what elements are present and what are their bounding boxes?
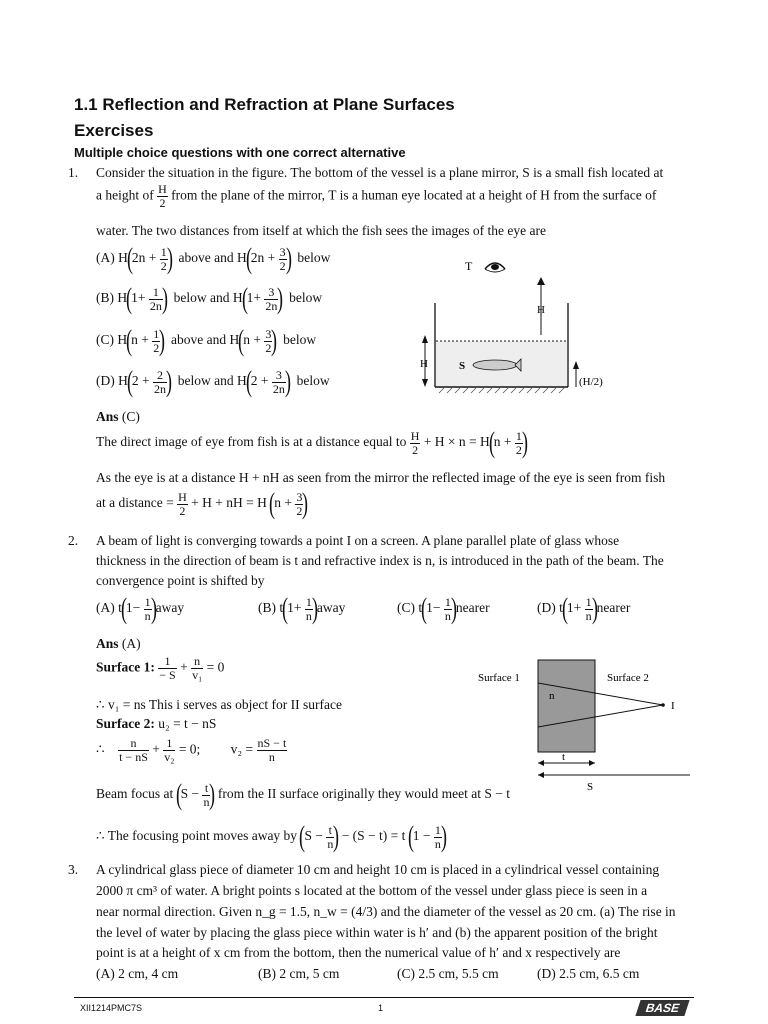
page-number: 1 <box>378 1003 384 1013</box>
q2-line1: A beam of light is converging towards a point I on a screen. A plane parallel plate of glass whose <box>96 533 620 548</box>
q2-option-b: (B) t(1+ $\frac{1}{n}$ )away <box>258 592 346 625</box>
label-I: I <box>671 700 675 712</box>
q2-figure <box>470 655 690 795</box>
label-H-left: H <box>420 358 428 370</box>
q1-option-c: (C) H(n + $\frac{1}{2}$ ) above and H(n + $\frac{3}{2}$ ) below <box>96 324 317 357</box>
page-subtitle: Exercises <box>74 121 154 140</box>
q2-surface2: Surface 2: u₂ = t − nS <box>96 716 217 731</box>
q1-answer: Ans (C) <box>96 409 140 424</box>
q2-moves: ∴ The focusing point moves away by (S − $\frac{t}{n}$ ) − (S − t) = t (1 − $\frac{1}{n}$ ) <box>96 820 447 853</box>
q2-focus: Beam focus at (S − $\frac{t}{n}$ ) from the II surface originally they would meet at S − t <box>96 778 511 811</box>
label-surface2: Surface 2 <box>607 672 649 684</box>
label-H-top: H <box>537 304 545 316</box>
page-title: 1.1 Reflection and Refraction at Plane Surfaces <box>74 95 455 114</box>
q2-number: 2. <box>68 533 79 548</box>
q1-solution-2: As the eye is at a distance H + nH as seen from the mirror the reflected image of the eye is seen from fish <box>96 470 666 485</box>
q3-line5: point is at a height of x cm from the bottom, then the numerical value of h′ and x respectively are <box>96 945 621 960</box>
q1-option-b: (B) H(1+ $\frac{1}{2n}$ ) below and H(1+ $\frac{3}{2n}$ ) below <box>96 282 323 315</box>
q3-option-c: (C) 2.5 cm, 5.5 cm <box>397 966 499 981</box>
label-t: t <box>562 751 566 763</box>
q2-answer: Ans (A) <box>96 636 141 651</box>
q2-line3: convergence point is shifted by <box>96 573 265 588</box>
q2-line2: thickness in the direction of beam is t and refractive index is n, is introduced in the path of the beam. The <box>96 553 664 568</box>
q3-line3: near normal direction. Given n_g = 1.5, n_w = (4/3) and the diameter of the vessel as 20 cm. (a) The rise in <box>96 904 676 919</box>
footer-code: XII1214PMC7S <box>80 1003 143 1013</box>
q1-option-a: (A) H(2n + $\frac{1}{2}$ ) above and H(2n + $\frac{3}{2}$ ) below <box>96 242 331 275</box>
section-heading: Multiple choice questions with one correct alternative <box>74 145 406 160</box>
q2-option-c: (C) t(1− $\frac{1}{n}$ )nearer <box>397 592 490 625</box>
q2-surface2-eq: ∴ $\frac{n}{t - nS}$ + $\frac{1}{\text{v₂}}$ = 0; v₂ = $\frac{nS - t}{n}$ <box>96 736 287 764</box>
q3-option-a: (A) 2 cm, 4 cm <box>96 966 179 981</box>
label-S: S <box>459 360 466 372</box>
q1-line3: water. The two distances from itself at which the fish sees the images of the eye are <box>96 223 546 238</box>
footer-rule <box>74 997 694 998</box>
q1-option-d: (D) H(2 + $\frac{2}{2n}$ ) below and H(2 + $\frac{3}{2n}$ ) below <box>96 365 330 398</box>
q3-line2: 2000 π cm³ of water. A bright points s located at the bottom of the vessel under glass piece is seen in a <box>96 883 648 898</box>
q3-line4: the level of water by placing the glass piece within water is h′ and (b) the apparent position of the bright <box>96 925 658 940</box>
q1-solution-3: at a distance = $\frac{H}{2}$ + H + nH = H (n + $\frac{3}{2}$ ) <box>96 487 309 520</box>
label-H-half: (H/2) <box>579 376 603 388</box>
q1-line1: Consider the situation in the figure. The bottom of the vessel is a plane mirror, S is a small fish located at <box>96 165 664 180</box>
eye-icon <box>485 263 505 272</box>
q1-number: 1. <box>68 165 79 180</box>
q2-surface1-eq: Surface 1: $\frac{1}{- S}$ + $\frac{n}{\text{v₁}}$ = 0 <box>96 654 225 682</box>
q1-figure <box>415 245 615 405</box>
q1-solution-1: The direct image of eye from fish is at a distance equal to $\frac{H}{2}$ + H × n = H(n + $\frac{1}{2}$ ) <box>96 426 528 459</box>
label-T: T <box>465 259 473 273</box>
q3-number: 3. <box>68 862 79 877</box>
label-surface1: Surface 1 <box>478 672 520 684</box>
brand-logo: BASE <box>635 1000 690 1016</box>
q2-option-a: (A) t(1− $\frac{1}{n}$ )away <box>96 592 185 625</box>
q3-line1: A cylindrical glass piece of diameter 10 cm and height 10 cm is placed in a cylindrical vessel containing <box>96 862 660 877</box>
q3-option-d: (D) 2.5 cm, 6.5 cm <box>537 966 640 981</box>
label-n: n <box>549 690 555 702</box>
label-S-dist: S <box>587 781 594 793</box>
q1-line2: a height of $\frac{H}{2}$ from the plane of the mirror, T is a human eye located at a height of H from the surface of <box>96 182 657 210</box>
q2-v1: ∴ v₁ = ns This i serves as object for II surface <box>96 697 342 712</box>
q3-option-b: (B) 2 cm, 5 cm <box>258 966 340 981</box>
q2-option-d: (D) t(1+ $\frac{1}{n}$ )nearer <box>537 592 631 625</box>
